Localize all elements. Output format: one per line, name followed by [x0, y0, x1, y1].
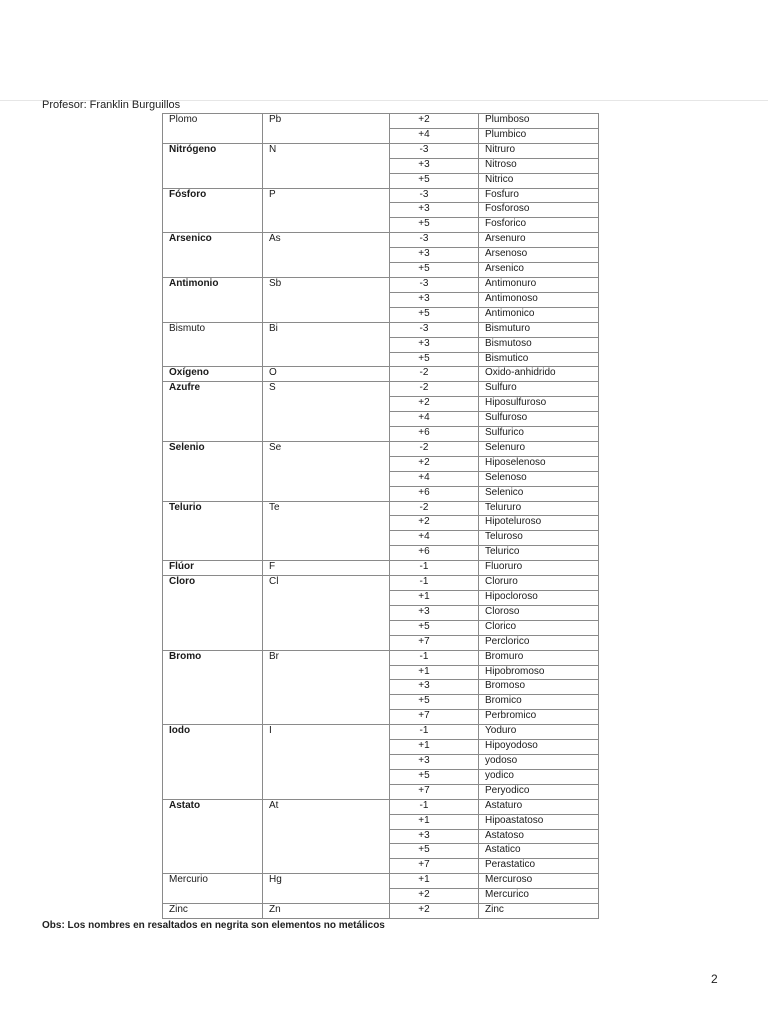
oxidation-states-table — [162, 113, 599, 919]
element-name: Azufre — [163, 382, 263, 442]
oxidation-state: -1 — [390, 799, 479, 814]
oxidation-state: +5 — [390, 620, 479, 635]
compound-name: Zinc — [479, 904, 599, 919]
compound-name: Antimonico — [479, 307, 599, 322]
element-name: Bismuto — [163, 322, 263, 367]
element-symbol: Hg — [263, 874, 390, 904]
table-row — [163, 799, 599, 814]
table-row — [163, 874, 599, 889]
oxidation-state: +5 — [390, 352, 479, 367]
element-name: Astato — [163, 799, 263, 874]
oxidation-state: +5 — [390, 769, 479, 784]
compound-name: Hipoteluroso — [479, 516, 599, 531]
element-symbol: N — [263, 143, 390, 188]
oxidation-state: +4 — [390, 128, 479, 143]
compound-name: Plumbico — [479, 128, 599, 143]
oxidation-state: +2 — [390, 904, 479, 919]
compound-name: Hipobromoso — [479, 665, 599, 680]
oxidation-state: +3 — [390, 680, 479, 695]
compound-name: Bromico — [479, 695, 599, 710]
oxidation-state: +5 — [390, 307, 479, 322]
oxidation-state: +7 — [390, 710, 479, 725]
oxidation-state: +3 — [390, 248, 479, 263]
compound-name: Plumboso — [479, 114, 599, 129]
oxidation-state: +1 — [390, 591, 479, 606]
oxidation-state: +3 — [390, 203, 479, 218]
compound-name: Bismutoso — [479, 337, 599, 352]
oxidation-state: -3 — [390, 143, 479, 158]
table-row — [163, 114, 599, 129]
compound-name: Perclorico — [479, 635, 599, 650]
oxidation-state: +3 — [390, 292, 479, 307]
oxidation-state: +7 — [390, 859, 479, 874]
element-name: Plomo — [163, 114, 263, 144]
oxidation-state: +5 — [390, 844, 479, 859]
table-row — [163, 382, 599, 397]
oxidation-state: -2 — [390, 382, 479, 397]
table-row — [163, 233, 599, 248]
oxidation-state: +1 — [390, 740, 479, 755]
table-row — [163, 322, 599, 337]
oxidation-state: +4 — [390, 531, 479, 546]
oxidation-state: +2 — [390, 456, 479, 471]
oxidation-state: -3 — [390, 233, 479, 248]
compound-name: Hipoastatoso — [479, 814, 599, 829]
element-name: Oxígeno — [163, 367, 263, 382]
oxidation-state: +7 — [390, 784, 479, 799]
element-symbol: As — [263, 233, 390, 278]
oxidation-state: -1 — [390, 576, 479, 591]
element-symbol: S — [263, 382, 390, 442]
element-symbol: At — [263, 799, 390, 874]
compound-name: Selenuro — [479, 441, 599, 456]
compound-name: Hipoyodoso — [479, 740, 599, 755]
table-row — [163, 188, 599, 203]
compound-name: Arsenuro — [479, 233, 599, 248]
compound-name: Fosforoso — [479, 203, 599, 218]
oxidation-state: +4 — [390, 471, 479, 486]
element-symbol: Se — [263, 441, 390, 501]
oxidation-state: -3 — [390, 322, 479, 337]
oxidation-state: +2 — [390, 516, 479, 531]
compound-name: Sulfurico — [479, 427, 599, 442]
table-row — [163, 725, 599, 740]
compound-name: Antimonuro — [479, 277, 599, 292]
compound-name: Hiposulfuroso — [479, 397, 599, 412]
observation-note: Obs: Los nombres en resaltados en negrita son elementos no metálicos — [42, 920, 385, 931]
oxidation-state: +5 — [390, 263, 479, 278]
element-symbol: Br — [263, 650, 390, 725]
oxidation-state: -2 — [390, 367, 479, 382]
compound-name: Perastatico — [479, 859, 599, 874]
element-name: Mercurio — [163, 874, 263, 904]
oxidation-state: -1 — [390, 650, 479, 665]
compound-name: Fosfuro — [479, 188, 599, 203]
oxidation-state: +1 — [390, 665, 479, 680]
oxidation-state: +2 — [390, 397, 479, 412]
compound-name: Peryodico — [479, 784, 599, 799]
oxidation-state: -2 — [390, 501, 479, 516]
element-name: Zinc — [163, 904, 263, 919]
oxidation-state: +2 — [390, 889, 479, 904]
compound-name: Teluroso — [479, 531, 599, 546]
element-name: Bromo — [163, 650, 263, 725]
compound-name: Astatico — [479, 844, 599, 859]
oxidation-state: +5 — [390, 218, 479, 233]
oxidation-state: +6 — [390, 546, 479, 561]
compound-name: Bromuro — [479, 650, 599, 665]
oxidation-state: -1 — [390, 561, 479, 576]
table-row — [163, 277, 599, 292]
oxidation-state: +6 — [390, 486, 479, 501]
element-name: Fósforo — [163, 188, 263, 233]
compound-name: Bismutico — [479, 352, 599, 367]
compound-name: Cloruro — [479, 576, 599, 591]
compound-name: yodico — [479, 769, 599, 784]
oxidation-state: +3 — [390, 605, 479, 620]
element-symbol: F — [263, 561, 390, 576]
table-row — [163, 561, 599, 576]
compound-name: Nitroso — [479, 158, 599, 173]
compound-name: Perbromico — [479, 710, 599, 725]
element-symbol: O — [263, 367, 390, 382]
compound-name: Arsenico — [479, 263, 599, 278]
element-symbol: I — [263, 725, 390, 800]
element-name: Flúor — [163, 561, 263, 576]
oxidation-state: +1 — [390, 874, 479, 889]
table-body — [163, 114, 599, 919]
compound-name: Clorico — [479, 620, 599, 635]
page-number: 2 — [711, 972, 718, 986]
compound-name: Astaturo — [479, 799, 599, 814]
oxidation-state: +7 — [390, 635, 479, 650]
compound-name: Oxido-anhidrido — [479, 367, 599, 382]
oxidation-state: +5 — [390, 173, 479, 188]
professor-header: Profesor: Franklin Burguillos — [42, 99, 181, 111]
compound-name: yodoso — [479, 754, 599, 769]
oxidation-state: +1 — [390, 814, 479, 829]
table-row — [163, 501, 599, 516]
oxidation-state: -3 — [390, 277, 479, 292]
oxidation-state: +3 — [390, 829, 479, 844]
compound-name: Hiposelenoso — [479, 456, 599, 471]
table-row — [163, 576, 599, 591]
compound-name: Nitruro — [479, 143, 599, 158]
compound-name: Selenico — [479, 486, 599, 501]
compound-name: Arsenoso — [479, 248, 599, 263]
element-name: Arsenico — [163, 233, 263, 278]
oxidation-state: -2 — [390, 441, 479, 456]
oxidation-state: +4 — [390, 412, 479, 427]
compound-name: Mercurico — [479, 889, 599, 904]
element-symbol: Pb — [263, 114, 390, 144]
oxidation-state: -3 — [390, 188, 479, 203]
element-symbol: Bi — [263, 322, 390, 367]
element-symbol: Cl — [263, 576, 390, 651]
oxidation-state: +5 — [390, 695, 479, 710]
compound-name: Sulfuro — [479, 382, 599, 397]
compound-name: Bismuturo — [479, 322, 599, 337]
table-row — [163, 143, 599, 158]
oxidation-state: -1 — [390, 725, 479, 740]
compound-name: Sulfuroso — [479, 412, 599, 427]
element-symbol: Zn — [263, 904, 390, 919]
table-row — [163, 650, 599, 665]
oxidation-state: +6 — [390, 427, 479, 442]
compound-name: Antimonoso — [479, 292, 599, 307]
compound-name: Yoduro — [479, 725, 599, 740]
oxidation-state: +2 — [390, 114, 479, 129]
element-name: Selenio — [163, 441, 263, 501]
element-name: Cloro — [163, 576, 263, 651]
compound-name: Cloroso — [479, 605, 599, 620]
element-name: Telurio — [163, 501, 263, 561]
element-name: Nitrógeno — [163, 143, 263, 188]
oxidation-state: +3 — [390, 337, 479, 352]
compound-name: Hipocloroso — [479, 591, 599, 606]
compound-name: Telurico — [479, 546, 599, 561]
compound-name: Mercuroso — [479, 874, 599, 889]
table-row — [163, 441, 599, 456]
compound-name: Bromoso — [479, 680, 599, 695]
element-name: Antimonio — [163, 277, 263, 322]
element-symbol: P — [263, 188, 390, 233]
oxidation-state: +3 — [390, 754, 479, 769]
compound-name: Fosforico — [479, 218, 599, 233]
table-row — [163, 904, 599, 919]
oxidation-state: +3 — [390, 158, 479, 173]
compound-name: Selenoso — [479, 471, 599, 486]
compound-name: Fluoruro — [479, 561, 599, 576]
compound-name: Telururo — [479, 501, 599, 516]
compound-name: Nitrico — [479, 173, 599, 188]
element-name: Iodo — [163, 725, 263, 800]
element-symbol: Sb — [263, 277, 390, 322]
table-row — [163, 367, 599, 382]
element-symbol: Te — [263, 501, 390, 561]
compound-name: Astatoso — [479, 829, 599, 844]
